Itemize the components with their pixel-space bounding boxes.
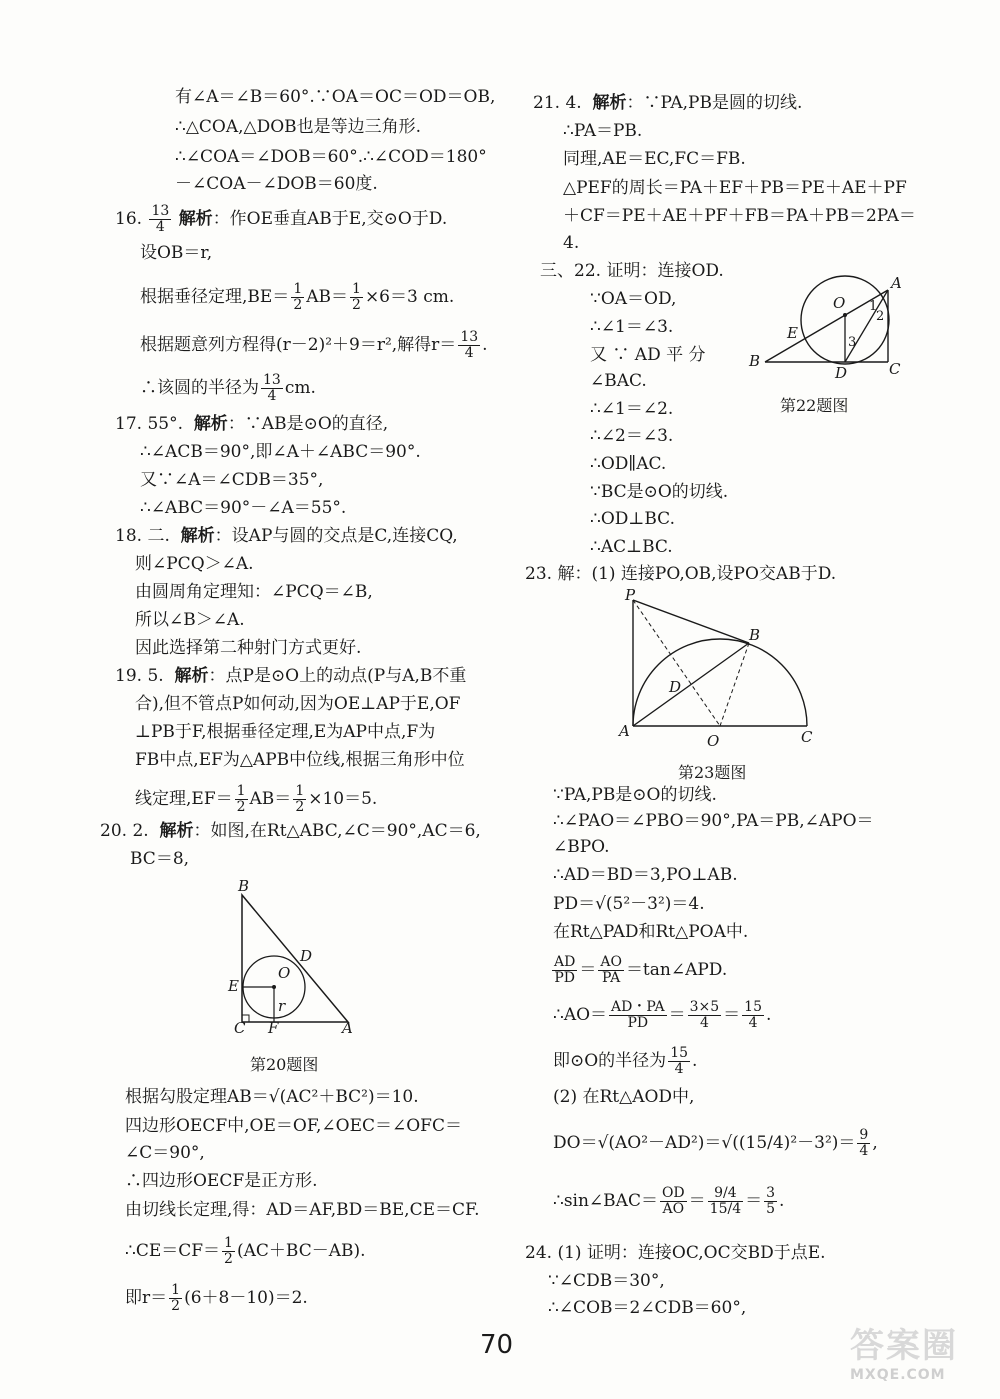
text-line: 在Rt△PAD和Rt△POA中. [553,922,749,942]
text-line: DO＝√(AO²－AD²)＝√((15/4)²－3²)＝ $\frac{9}{4}$ , [553,1127,878,1159]
text-line: 线定理,EF＝ $\frac{1}{2}$ AB＝ $\frac{1}{2}$ ×10＝5. [135,783,378,815]
text-line: ⊥PB于F,根据垂径定理,E为AP中点,F为 [135,722,436,742]
svg-text:B: B [749,352,761,370]
question-24: 24. (1) 证明：连接OC,OC交BD于点E. [525,1243,826,1263]
text-line: ∴AD＝BD＝3,PO⊥AB. [553,865,738,885]
text-line: ＋CF＝PE＋AE＋PF＋FB＝PA＋PB＝2PA＝ [563,206,916,226]
text-line: 则∠PCQ＞∠A. [135,554,254,574]
watermark-logo: 答案圈 MXQE.COM [850,1326,958,1383]
text-line: －∠COA－∠DOB＝60度. [175,174,378,194]
svg-text:r: r [278,997,286,1015]
svg-text:E: E [787,324,798,342]
text-line: 所以∠B＞∠A. [135,610,245,630]
text-line: ∴sin∠BAC＝ $\frac{OD}{AO}$ ＝ $\frac{9/4}{15/4}$ ＝ $\frac{3}{5}$ . [553,1185,785,1217]
text-line: 四边形OECF中,OE＝OF,∠OEC＝∠OFC＝ [125,1116,462,1136]
text-line: $\frac{AD}{PD}$ ＝ $\frac{AO}{PA}$ ＝tan∠APD. [554,954,728,986]
text-line: 又∵∠A＝∠CDB＝35°, [140,470,324,490]
figure-23-caption: 第23题图 [678,763,747,782]
text-line: 有∠A＝∠B＝60°.∵OA＝OC＝OD＝OB, [175,87,496,107]
text-line: 又 ∵ AD 平 分 [590,345,706,365]
text-line: ∴四边形OECF是正方形. [125,1171,318,1191]
figure-20-caption: 第20题图 [250,1055,319,1074]
text-line: 同理,AE＝EC,FC＝FB. [563,149,746,169]
text-line: ∴∠ACB＝90°,即∠A＋∠ABC＝90°. [140,442,421,462]
text-line: ∴∠1＝∠3. [590,317,674,337]
question-20: 20. 2. 解析：如图,在Rt△ABC,∠C＝90°,AC＝6, [100,821,481,841]
text-line: ∴PA＝PB. [563,121,643,141]
text-line: 因此选择第二种射门方式更好. [135,638,362,658]
text-line: 根据垂径定理,BE＝ $\frac{1}{2}$ AB＝ $\frac{1}{2}$ ×6＝3 cm. [140,281,455,313]
text-line: 设OB＝r, [140,243,213,263]
svg-text:D: D [669,678,682,696]
text-line: ∠BAC. [590,371,647,391]
text-line: 即r＝ $\frac{1}{2}$ (6＋8－10)＝2. [125,1282,308,1314]
svg-text:D: D [300,947,313,965]
text-line: ∵PA,PB是⊙O的切线. [553,785,717,805]
analysis-label: 解析 [178,209,213,229]
text-line: 由切线长定理,得：AD＝AF,BD＝BE,CE＝CF. [125,1200,480,1220]
text-line: FB中点,EF为△APB中位线,根据三角形中位 [135,750,465,770]
text-line: ∵∠CDB＝30°, [548,1271,665,1291]
figure-22 [745,270,915,382]
svg-text:B: B [749,626,761,644]
svg-text:P: P [625,588,636,604]
svg-text:E: E [228,977,239,995]
text-line: PD＝√(5²－3²)＝4. [553,894,705,914]
text-line: ∴∠ABC＝90°－∠A＝55°. [140,498,347,518]
svg-text:C: C [234,1019,246,1035]
svg-text:3: 3 [848,335,857,350]
svg-text:F: F [268,1019,279,1035]
text-line: ∵OA＝OD, [590,289,677,309]
question-22: 三、22. 证明：连接OD. [540,261,724,281]
answer-fraction: $\frac{13}{4}$ [151,203,170,235]
figure-22-caption: 第22题图 [780,396,849,415]
question-number: 16. [115,209,143,229]
svg-text:2: 2 [876,309,885,324]
svg-text:D: D [835,364,848,382]
text-line: ∴OD⊥BC. [590,509,675,529]
text-line: ∴∠COB＝2∠CDB＝60°, [548,1298,747,1318]
text-line: 根据题意列方程得(r－2)²＋9＝r²,解得r＝ $\frac{13}{4}$ . [140,329,488,361]
text-line: ∴OD∥AC. [590,454,667,474]
text-line: (2) 在Rt△AOD中, [553,1087,695,1107]
text-line: 4. [563,233,580,253]
svg-text:C: C [801,728,813,746]
page-number: 70 [480,1330,514,1360]
text-line: 合),但不管点P如何动,因为OE⊥AP于E,OF [135,694,461,714]
question-16: 16. $\frac{13}{4}$ 解析：作OE垂直AB于E,交⊙O于D. [115,203,448,235]
svg-text:C: C [889,360,901,378]
svg-text:B: B [238,877,250,895]
figure-23 [615,588,825,753]
question-21: 21. 4. 解析：∵PA,PB是圆的切线. [533,93,803,113]
svg-text:O: O [833,294,846,312]
text-line: 即⊙O的半径为 $\frac{15}{4}$ . [553,1045,698,1077]
question-19: 19. 5. 解析：点P是⊙O上的动点(P与A,B不重 [115,666,467,686]
text-line: ∴∠1＝∠2. [590,399,674,419]
text-line: ∴∠2＝∠3. [590,426,674,446]
text-line: ∠BPO. [553,837,610,857]
svg-text:1: 1 [869,299,878,314]
text-line: BC＝8, [130,849,190,869]
svg-text:A: A [342,1019,353,1035]
svg-text:A: A [619,722,630,740]
text-line: ∴AC⊥BC. [590,537,673,557]
text-line: 由圆周角定理知：∠PCQ＝∠B, [135,582,373,602]
question-18: 18. 二. 解析：设AP与圆的交点是C,连接CQ, [115,526,458,546]
text-line: ∴∠PAO＝∠PBO＝90°,PA＝PB,∠APO＝ [553,811,874,831]
text-line: 根据勾股定理AB＝√(AC²＋BC²)＝10. [125,1087,419,1107]
svg-text:A: A [891,274,902,292]
text-line: △PEF的周长＝PA＋EF＋PB＝PE＋AE＋PF [563,178,907,198]
text-line: ∠C＝90°, [125,1143,205,1163]
text-line: ∴△COA,△DOB也是等边三角形. [175,117,422,137]
text-line: ∴∠COA＝∠DOB＝60°.∴∠COD＝180° [175,147,487,167]
text-line: ∵BC是⊙O的切线. [590,482,729,502]
figure-20 [220,875,360,1035]
svg-text:O: O [278,964,291,982]
question-17: 17. 55°. 解析：∵AB是⊙O的直径, [115,414,389,434]
question-23: 23. 解：(1) 连接PO,OB,设PO交AB于D. [525,564,837,584]
svg-text:O: O [707,732,720,750]
text-line: ∴CE＝CF＝ $\frac{1}{2}$ (AC＋BC－AB). [125,1235,366,1267]
text-line: ∴AO＝ $\frac{AD・PA}{PD}$ ＝ $\frac{3\times 5}{4}$ ＝ $\frac{15}{4}$ . [553,999,772,1031]
text-line: ∴该圆的半径为 $\frac{13}{4}$ cm. [140,372,316,404]
